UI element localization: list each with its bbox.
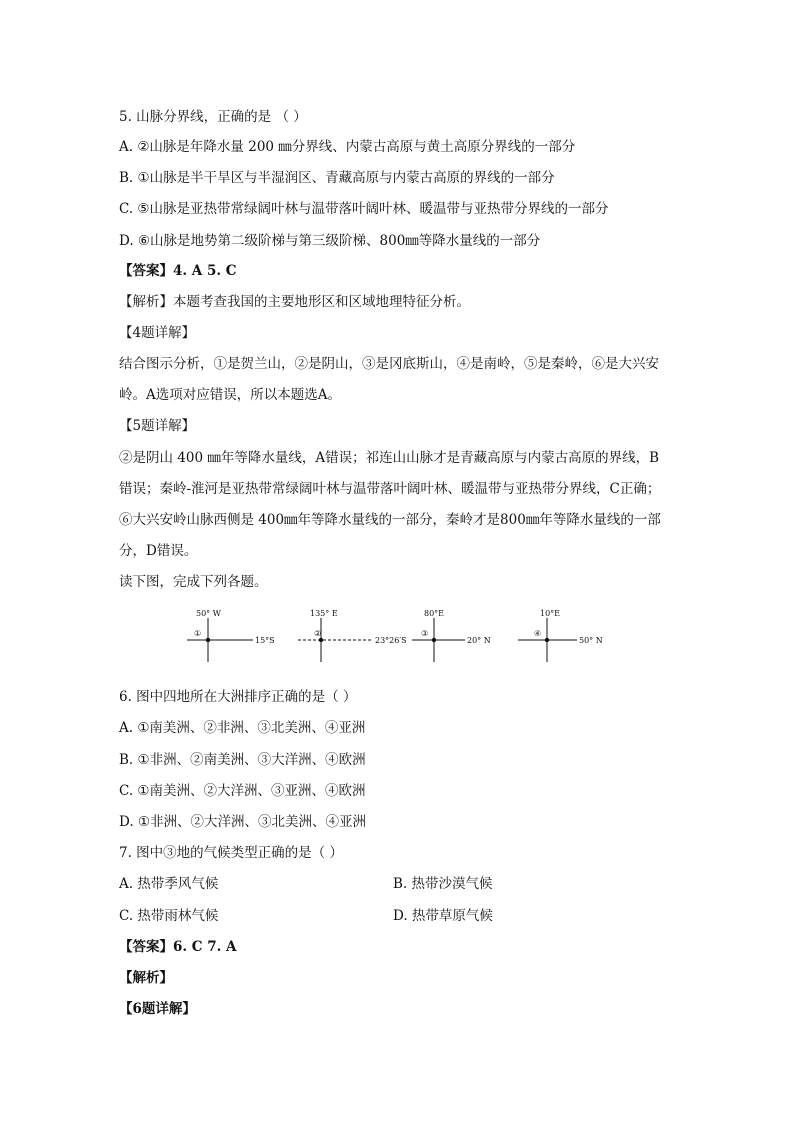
q5-option-b: B. ①山脉是半干旱区与半湿润区、青藏高原与内蒙古高原的界线的一部分 <box>119 170 555 186</box>
diagram-3-right: 20° N <box>467 636 491 645</box>
q7-option-b: B. 热带沙漠气候 <box>393 876 493 892</box>
detail-4-heading: 【4题详解】 <box>119 325 196 341</box>
detail-4-line-1: 结合图示分析，①是贺兰山，②是阴山，③是冈底斯山，④是南岭，⑤是秦岭，⑥是大兴安 <box>119 356 659 372</box>
q6-option-c: C. ①南美洲、②大洋洲、③亚洲、④欧洲 <box>119 783 366 799</box>
diagram-2-num: ② <box>314 629 322 638</box>
detail-5-heading: 【5题详解】 <box>119 418 196 434</box>
diagram-3-top: 80°E <box>424 609 445 618</box>
detail-5-line-4: 分，D错误。 <box>119 543 198 559</box>
analysis-4-5: 【解析】本题考查我国的主要地形区和区域地理特征分析。 <box>119 294 470 310</box>
diagram-2-top: 135° E <box>310 609 338 618</box>
q5-option-a: A. ②山脉是年降水量 200 ㎜分界线、内蒙古高原与黄土高原分界线的一部分 <box>119 139 576 155</box>
q7-option-a: A. 热带季风气候 <box>119 876 219 892</box>
diagram-1-top: 50° W <box>196 609 221 618</box>
q7-stem: 7. 图中③地的气候类型正确的是（ ） <box>119 845 343 861</box>
diagram-3-num: ③ <box>421 629 429 638</box>
q6-option-a: A. ①南美洲、②非洲、③北美洲、④亚洲 <box>119 720 366 736</box>
answer-6-7: 【答案】6. C 7. A <box>119 939 237 955</box>
q7-option-d: D. 热带草原气候 <box>393 908 493 924</box>
detail-5-line-3: ⑥大兴安岭山脉西侧是 400㎜年等降水量线的一部分，秦岭才是800㎜年等降水量线的一部 <box>119 512 661 528</box>
detail-5-line-2: 错误；秦岭-淮河是亚热带常绿阔叶林与温带落叶阔叶林、暖温带与亚热带分界线，C正确； <box>119 481 661 497</box>
q6-option-b: B. ①非洲、②南美洲、③大洋洲、④欧洲 <box>119 752 366 768</box>
diagram-point-3 <box>412 609 491 662</box>
diagram-point-2 <box>298 609 407 662</box>
answer-4-5: 【答案】4. A 5. C <box>119 263 237 279</box>
reading-instruction: 读下图，完成下列各题。 <box>119 574 268 590</box>
detail-4-line-2: 岭。A选项对应错误，所以本题选A。 <box>119 387 341 403</box>
q5-option-c: C. ⑤山脉是亚热带常绿阔叶林与温带落叶阔叶林、暖温带与亚热带分界线的一部分 <box>119 201 609 217</box>
detail-5-line-1: ②是阴山 400 ㎜年等降水量线，A错误；祁连山山脉才是青藏高原与内蒙古高原的界线，B <box>119 450 660 466</box>
q5-option-d: D. ⑥山脉是地势第二级阶梯与第三级阶梯、800㎜等降水量线的一部分 <box>119 233 541 249</box>
diagram-4-top: 10°E <box>540 609 561 618</box>
diagram-4-num: ④ <box>534 629 542 638</box>
diagram-4-right: 50° N <box>579 636 603 645</box>
diagram-1-num: ① <box>194 629 202 638</box>
q6-option-d: D. ①非洲、②大洋洲、③北美洲、④亚洲 <box>119 814 367 830</box>
q5-stem: 5. 山脉分界线，正确的是 （ ） <box>119 109 307 125</box>
analysis-6-7: 【解析】 <box>119 970 173 986</box>
diagram-point-1 <box>187 609 275 662</box>
q6-stem: 6. 图中四地所在大洲排序正确的是（ ） <box>119 689 357 705</box>
coordinate-diagram <box>180 600 620 670</box>
detail-6-heading: 【6题详解】 <box>119 1001 196 1017</box>
diagram-1-right: 15°S <box>255 636 275 645</box>
diagram-point-4 <box>518 609 603 662</box>
diagram-2-right: 23°26′S <box>375 636 407 645</box>
q7-option-c: C. 热带雨林气候 <box>119 908 219 924</box>
